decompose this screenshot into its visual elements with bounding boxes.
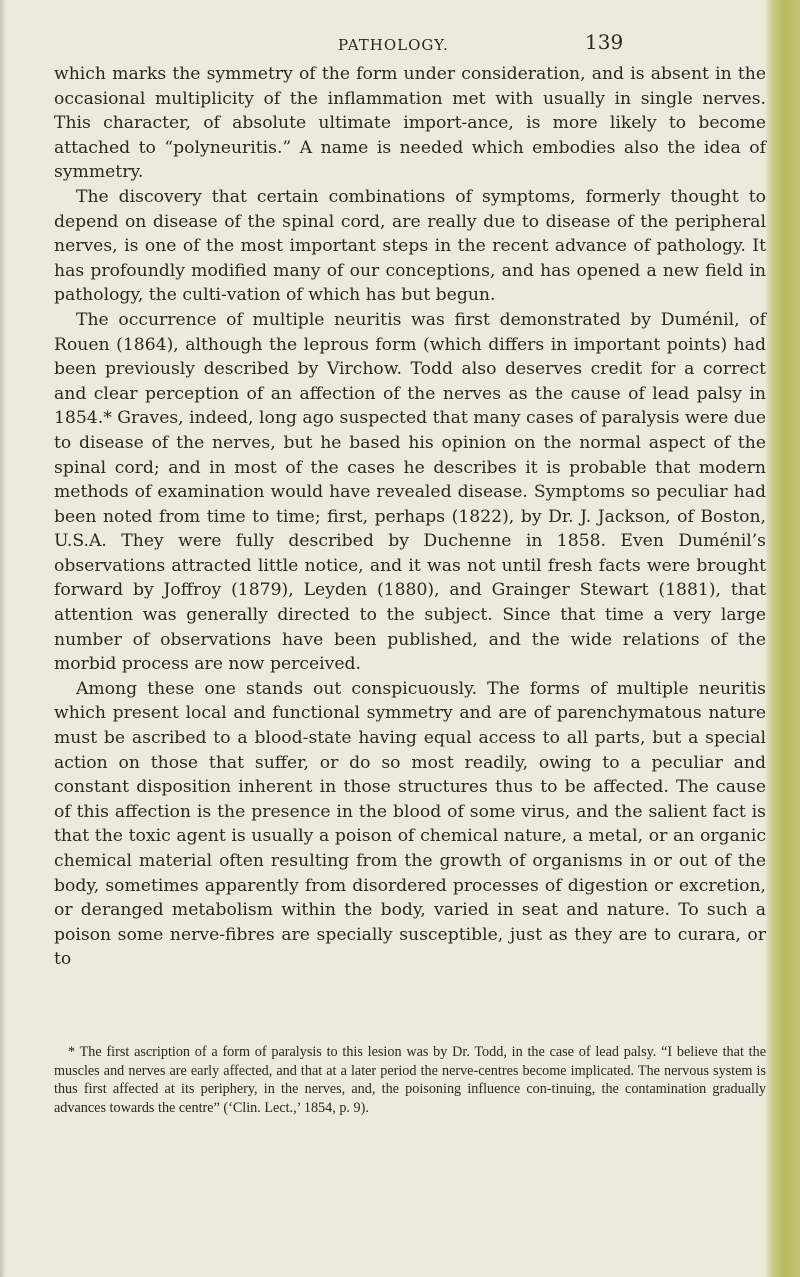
paragraph-4: Among these one stands out conspicuously. The forms of multiple neuritis which present local and functional symmetry and are of parenchymatous nature must be ascribed to a blood-state having equal access to all parts, but a special action on those that suffer, or do so most readily, owing to a peculiar and constant disposition inherent in those structures thus to be affected. The cause of this affection is the presence in the blood of some virus, and the salient fact is that the toxic agent is usually a poison of chemical nature, a metal, or an organic chemical material often resulting from the growth of organisms in or out of the body, sometimes apparently from disordered processes of digestion or excretion, or deranged metabolism within the body, varied in seat and nature. To such a poison some nerve-fibres are specially susceptible, just as they are to curara, or to	[54, 678, 766, 970]
running-header	[0, 30, 800, 60]
body-text	[54, 62, 766, 972]
footnote: * The first ascription of a form of paralysis to this lesion was by Dr. Todd, in the case of lead palsy. “I believe that the muscles and nerves are early affected, and that at a later period the nerve-centres become implicated. The nervous system is thus first affected at its periphery, in the nerves, and, the poisoning influence con-tinuing, the contamination gradually advances towards the centre” (‘Clin. Lect.,’ 1854, p. 9).	[54, 1044, 766, 1116]
paragraph-3: The occurrence of multiple neuritis was first demonstrated by Duménil, of Rouen (1864), although the leprous form (which differs in important points) had been previously described by Virchow. Todd also deserves credit for a correct and clear perception of an affection of the nerves as the cause of lead palsy in 1854.* Graves, indeed, long ago suspected that many cases of paralysis were due to disease of the nerves, but he based his opinion on the normal aspect of the spinal cord; and in most of the cases he describes it is probable that modern methods of examination would have revealed disease. Symptoms so peculiar had been noted from time to time; first, perhaps (1822), by Dr. J. Jackson, of Boston, U.S.A. They were fully described by Duchenne in 1858. Even Duménil’s observations attracted little notice, and it was not until fresh facts were brought forward by Joffroy (1879), Leyden (1880), and Grainger Stewart (1881), that attention was generally directed to the subject. Since that time a very large number of observations have been published, and the wide relations of the morbid process are now perceived.	[54, 309, 766, 675]
page-number: 139	[585, 30, 624, 54]
page-gutter-shadow	[0, 0, 6, 1277]
page-edge-border	[766, 0, 800, 1277]
running-title: PATHOLOGY.	[338, 36, 449, 54]
paragraph-2: The discovery that certain combinations of symptoms, formerly thought to depend on disease of the spinal cord, are really due to disease of the peripheral nerves, is one of the most important steps in the recent advance of pathology. It has profoundly modified many of our conceptions, and has opened a new field in pathology, the culti-vation of which has but begun.	[54, 186, 766, 306]
paragraph-1: which marks the symmetry of the form under consideration, and is absent in the occasional multiplicity of the inflammation met with usually in single nerves. This character, of absolute ultimate import-ance, is more likely to become attached to “polyneuritis.” A name is needed which embodies also the idea of symmetry.	[54, 64, 766, 183]
